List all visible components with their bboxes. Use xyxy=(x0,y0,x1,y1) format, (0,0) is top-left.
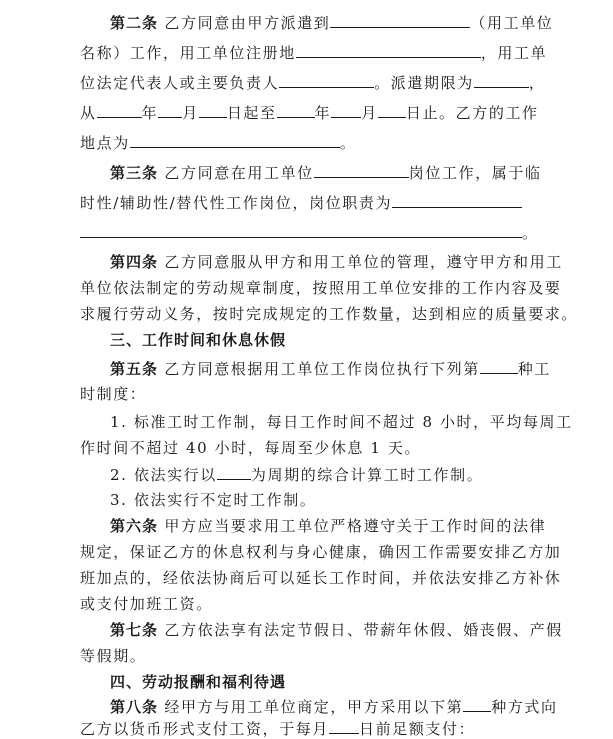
article-4-line-3: 求履行劳动义务，按时完成规定的工作数量，达到相应的质量要求。 xyxy=(80,305,579,323)
employer-name-blank xyxy=(330,12,470,28)
article-7-line-2: 等假期。 xyxy=(80,647,147,665)
duties-blank-2 xyxy=(80,222,522,238)
article-6-label: 第六条 xyxy=(110,517,159,535)
article-6-line-1: 第六条 甲方应当要求用工单位严格遵守关于工作时间的法律 xyxy=(110,517,547,535)
hours-system-choice-blank xyxy=(480,358,518,374)
article-6-line-3: 班加点的，经依法协商后可以延长工作时间，并依法安排乙方补休 xyxy=(80,569,562,587)
position-blank xyxy=(314,162,409,178)
article-5-line-1: 第五条 乙方同意根据用工单位工作岗位执行下列第 种工 xyxy=(110,360,551,378)
start-month-blank xyxy=(158,102,182,118)
pay-day-blank xyxy=(329,718,359,734)
end-year-blank xyxy=(277,102,315,118)
article-7-label: 第七条 xyxy=(110,621,159,639)
article-2-line-3: 位法定代表人或主要负责人 。派遣期限为 ， xyxy=(80,74,546,92)
work-location-blank xyxy=(130,132,340,148)
article-8-line-1: 第八条 经甲方与用工单位商定，甲方采用以下第 种方式向 xyxy=(110,698,558,716)
start-year-blank xyxy=(97,102,142,118)
article-5-option-1-line-1: 1. 标准工时工作制，每日工作时间不超过 8 小时，平均每周工 xyxy=(110,413,573,431)
end-month-blank xyxy=(331,102,361,118)
section-4-heading: 四、劳动报酬和福利待遇 xyxy=(110,673,287,691)
legal-representative-blank xyxy=(279,72,374,88)
duties-blank-1 xyxy=(392,192,522,208)
article-5-option-1-line-2: 作时间不超过 40 小时，每周至少休息 1 天。 xyxy=(80,439,422,457)
article-7-line-1: 第七条 乙方依法享有法定节假日、带薪年休假、婚丧假、产假 xyxy=(110,621,563,639)
article-5-label: 第五条 xyxy=(110,360,159,378)
article-3-line-3: 。 xyxy=(80,222,540,243)
article-5-option-2: 2. 依法实行以 为周期的综合计算工时工作制。 xyxy=(110,466,484,484)
registered-address-blank xyxy=(296,42,481,58)
end-day-blank xyxy=(378,102,406,118)
article-2-line-5: 地点为 。 xyxy=(80,134,357,152)
article-3-line-1: 第三条 乙方同意在用工单位 岗位工作，属于临 xyxy=(110,164,542,182)
cycle-period-blank xyxy=(217,464,251,480)
article-4-line-2: 单位依法制定的劳动规章制度，按照用工单位安排的工作内容及要 xyxy=(80,279,562,297)
article-3-line-2: 时性/辅助性/替代性工作岗位，岗位职责为 xyxy=(80,192,540,213)
article-4-label: 第四条 xyxy=(110,253,159,271)
article-5-option-3: 3. 依法实行不定时工作制。 xyxy=(110,491,317,509)
article-2-line-2: 名称）工作，用工单位注册地 ，用工单 xyxy=(80,44,548,62)
article-8-label: 第八条 xyxy=(110,698,159,716)
article-4-line-1: 第四条 乙方同意服从甲方和用工单位的管理，遵守甲方和用工 xyxy=(110,253,563,271)
article-6-line-2: 规定，保证乙方的休息权利与身心健康，确因工作需要安排乙方加 xyxy=(80,543,562,561)
dispatch-period-blank xyxy=(474,72,529,88)
article-3-label: 第三条 xyxy=(110,164,159,182)
article-6-line-4: 或支付加班工资。 xyxy=(80,595,213,613)
article-2-line-4: 从 年 月 日起至 年 月 日止。乙方的工作 xyxy=(80,104,539,122)
article-2-line-1: 第二条 乙方同意由甲方派遣到 （用工单位 xyxy=(110,14,554,32)
article-2-label: 第二条 xyxy=(110,14,159,32)
payment-method-choice-blank xyxy=(463,696,491,712)
article-8-line-2: 乙方以货币形式支付工资，于每月 日前足额支付： xyxy=(80,720,476,738)
start-day-blank xyxy=(199,102,227,118)
article-5-line-2: 时制度： xyxy=(80,385,147,403)
section-3-heading: 三、工作时间和休息休假 xyxy=(110,331,287,349)
